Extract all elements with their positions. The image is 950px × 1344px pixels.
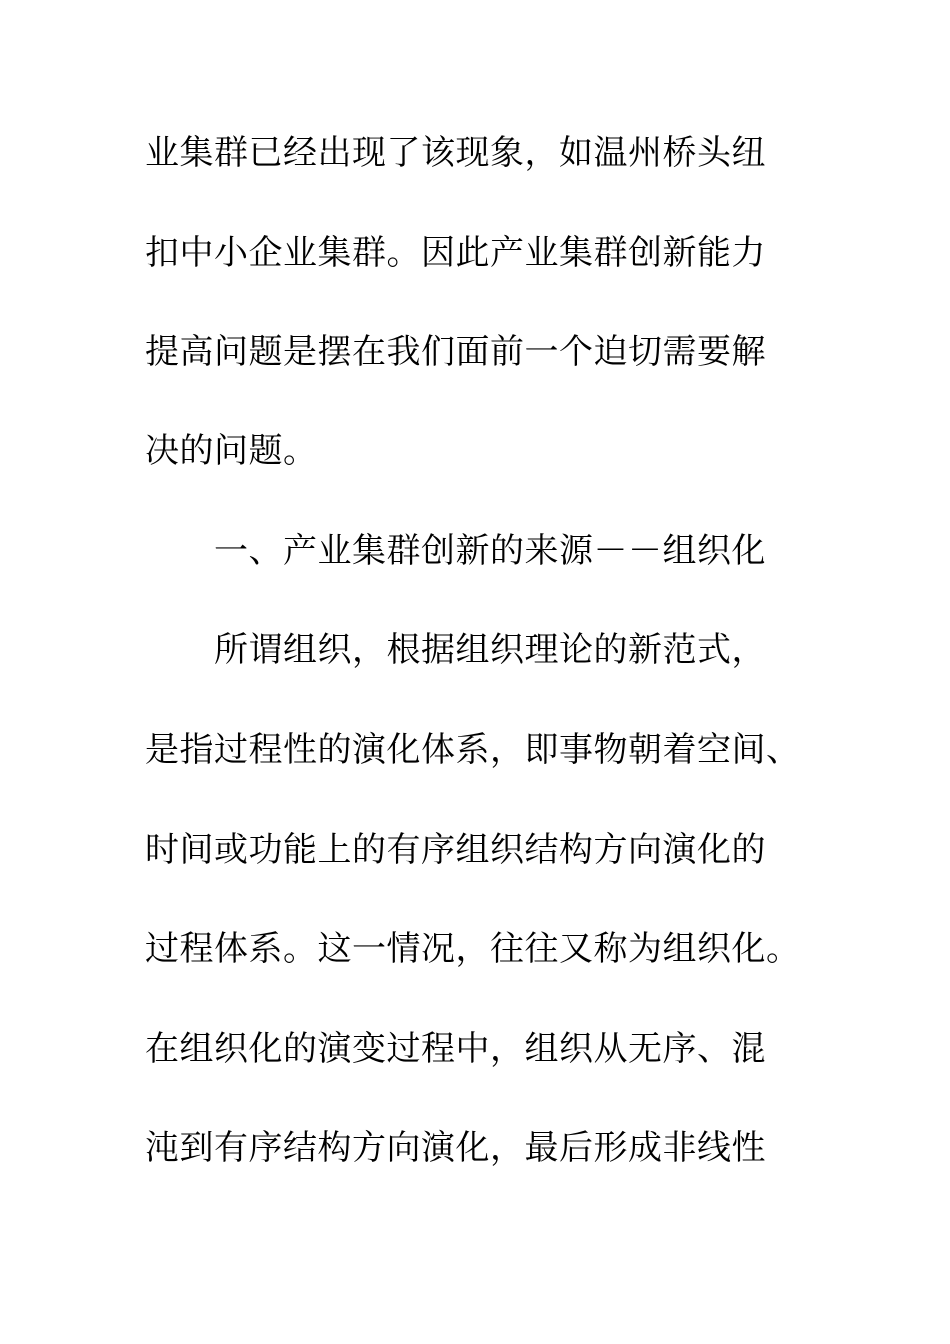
paragraph-line: 沌到有序结构方向演化，最后形成非线性 — [145, 1128, 766, 1168]
paragraph-line: 决的问题。 — [145, 431, 318, 471]
section-heading: 一、产业集群创新的来源－－组织化 — [214, 531, 766, 571]
paragraph-line: 业集群已经出现了该现象，如温州桥头纽 — [145, 133, 766, 173]
paragraph-line: 提高问题是摆在我们面前一个迫切需要解 — [145, 332, 766, 372]
paragraph-line: 过程体系。这一情况，往往又称为组织化。 — [145, 929, 801, 969]
paragraph-line: 扣中小企业集群。因此产业集群创新能力 — [145, 233, 766, 273]
paragraph-line: 所谓组织，根据组织理论的新范式， — [214, 630, 766, 670]
paragraph-line: 在组织化的演变过程中，组织从无序、混 — [145, 1029, 766, 1069]
paragraph-line: 时间或功能上的有序组织结构方向演化的 — [145, 830, 766, 870]
paragraph-line: 是指过程性的演化体系，即事物朝着空间、 — [145, 730, 801, 770]
